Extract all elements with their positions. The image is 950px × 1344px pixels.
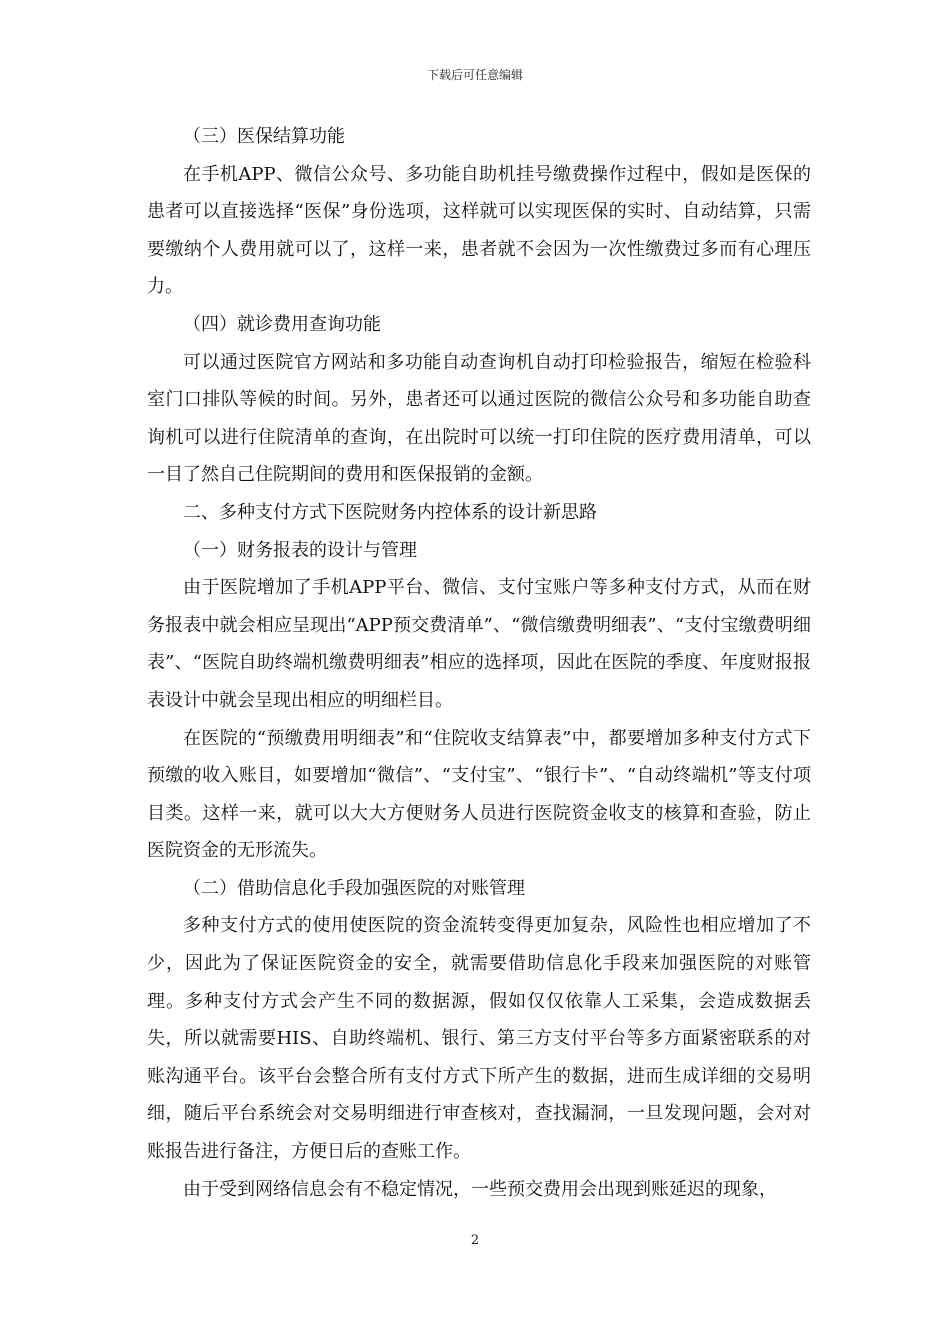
paragraph: 多种支付方式的使用使医院的资金流转变得更加复杂，风险性也相应增加了不少，因此为了保证医院资金的安全，就需要借助信息化手段来加强医院的对账管理。多种支付方式会产生不同的数据源，假如仅仅依靠人工采集，会造成数据丢失，所以就需要HIS、自助终端机、银行、第三方支付平台等多方面紧密联系的对账沟通平台。该平台会整合所有支付方式下所产生的数据，进而生成详细的交易明细，随后平台系统会对交易明细进行审查核对，查找漏洞，一旦发现问题，会对对账报告进行备注，方便日后的查账工作。 — [147, 915, 811, 1163]
section-heading-medical-insurance-settlement: （三）医保结算功能 — [183, 126, 345, 147]
paragraph: 由于医院增加了手机APP平台、微信、支付宝账户等多种支付方式，从而在财务报表中就会相应呈现出“APP预交费清单”、“微信缴费明细表”、“支付宝缴费明细表”、“医院自助终端机缴费明细表”相应的选择项，因此在医院的季度、年度财报报表设计中就会呈现出相应的明细栏目。 — [147, 577, 811, 711]
paragraph: 在医院的“预缴费用明细表”和“住院收支结算表”中，都要增加多种支付方式下预缴的收入账目，如要增加“微信”、“支付宝”、“银行卡”、“自动终端机”等支付项目类。这样一来，就可以大大方便财务人员进行医院资金收支的核算和查验，防止医院资金的无形流失。 — [147, 727, 811, 862]
paragraph: 由于受到网络信息会有不稳定情况，一些预交费用会出现到账延迟的现象， — [183, 1178, 777, 1200]
section-heading-reconciliation: （二）借助信息化手段加强医院的对账管理 — [183, 877, 525, 899]
paragraph: 在手机APP、微信公众号、多功能自助机挂号缴费操作过程中，假如是医保的患者可以直接选择“医保”身份选项，这样就可以实现医保的实时、自动结算，只需要缴纳个人费用就可以了，这样一来，患者就不会因为一次性缴费过多而有心理压力。 — [147, 163, 811, 298]
paragraph: 可以通过医院官方网站和多功能自动查询机自动打印检验报告，缩短在检验科室门口排队等候的时间。另外，患者还可以通过医院的微信公众号和多功能自助查询机可以进行住院清单的查询，在出院时可以统一打印住院的医疗费用清单，可以一目了然自己住院期间的费用和医保报销的金额。 — [147, 351, 811, 486]
section-heading-financial-reports: （一）财务报表的设计与管理 — [183, 539, 417, 561]
page-header: 下载后可任意编辑 — [426, 68, 523, 82]
page-number: 2 — [470, 1233, 480, 1248]
document-body — [147, 118, 811, 1208]
chapter-heading-internal-control-design: 二、多种支付方式下医院财务内控体系的设计新思路 — [183, 501, 597, 523]
section-heading-fee-query: （四）就诊费用查询功能 — [183, 313, 381, 335]
